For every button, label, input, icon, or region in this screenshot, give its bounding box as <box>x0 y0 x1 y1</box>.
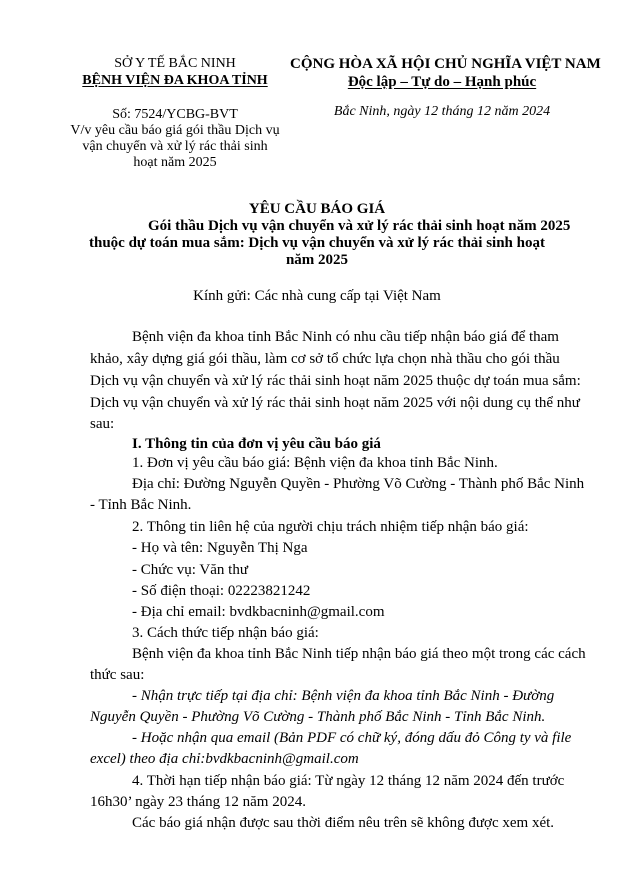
intro-line-1: Bệnh viện đa khoa tỉnh Bắc Ninh có nhu cầu tiếp nhận báo giá để tham <box>132 329 559 345</box>
method-email-line-1: - Hoặc nhận qua email (Bản PDF có chữ ký, đóng dấu đỏ Công ty và file <box>132 730 572 746</box>
department-name: SỞ Y TẾ BẮC NINH <box>114 56 236 71</box>
intro-line-3: Dịch vụ vận chuyển và xử lý rác thải sinh hoạt năm 2025 thuộc dự toán mua sắm: <box>90 373 581 389</box>
national-motto: Độc lập – Tự do – Hạnh phúc <box>347 74 537 90</box>
method-intro-line-2: thức sau: <box>90 667 145 683</box>
address-line-2: - Tỉnh Bắc Ninh. <box>90 497 192 513</box>
document-number: Số: 7524/YCBG-BVT <box>112 107 238 122</box>
title-line-1: Gói thầu Dịch vụ vận chuyển và xử lý rác thải sinh hoạt năm 2025 <box>148 218 571 234</box>
contact-phone: - Số điện thoại: 02223821242 <box>132 583 311 599</box>
intro-line-5: sau: <box>90 416 115 432</box>
greeting: Kính gửi: Các nhà cung cấp tại Việt Nam <box>193 288 441 304</box>
late-submission-note: Các báo giá nhận được sau thời điểm nêu trên sẽ không được xem xét. <box>132 815 555 831</box>
title-line-2: thuộc dự toán mua sắm: Dịch vụ vận chuyển và xử lý rác thải sinh hoạt <box>89 235 545 251</box>
subject-line-1: V/v yêu cầu báo giá gói thầu Dịch vụ <box>70 123 280 138</box>
hospital-name: BỆNH VIỆN ĐA KHOA TỈNH <box>82 73 268 88</box>
method-heading: 3. Cách thức tiếp nhận báo giá: <box>132 625 319 641</box>
contact-heading: 2. Thông tin liên hệ của người chịu trách nhiệm tiếp nhận báo giá: <box>132 519 529 535</box>
requesting-unit: 1. Đơn vị yêu cầu báo giá: Bệnh viện đa khoa tỉnh Bắc Ninh. <box>132 455 498 471</box>
intro-line-2: khảo, xây dựng giá gói thầu, làm cơ sở tổ chức lựa chọn nhà thầu cho gói thầu <box>90 351 560 367</box>
method-direct-line-1: - Nhận trực tiếp tại địa chỉ: Bệnh viện đa khoa tỉnh Bắc Ninh - Đường <box>132 688 555 704</box>
address-line-1: Địa chỉ: Đường Nguyễn Quyền - Phường Võ Cường - Thành phố Bắc Ninh <box>132 476 585 492</box>
method-email-line-2: excel) theo địa chỉ:bvdkbacninh@gmail.com <box>90 751 359 767</box>
deadline-line-2: 16h30’ ngày 23 tháng 12 năm 2024. <box>90 794 306 810</box>
method-direct-line-2: Nguyễn Quyền - Phường Võ Cường - Thành phố Bắc Ninh - Tỉnh Bắc Ninh. <box>90 709 546 725</box>
title-line-3: năm 2025 <box>285 252 349 268</box>
method-intro-line-1: Bệnh viện đa khoa tỉnh Bắc Ninh tiếp nhận báo giá theo một trong các cách <box>132 646 586 662</box>
deadline-line-1: 4. Thời hạn tiếp nhận báo giá: Từ ngày 12 tháng 12 năm 2024 đến trước <box>132 773 565 789</box>
contact-position: - Chức vụ: Văn thư <box>132 562 248 578</box>
contact-email: - Địa chỉ email: bvdkbacninh@gmail.com <box>132 604 385 620</box>
subject-line-3: hoạt năm 2025 <box>133 155 217 170</box>
subject-line-2: vận chuyển và xử lý rác thải sinh <box>82 139 268 154</box>
contact-name: - Họ và tên: Nguyễn Thị Nga <box>132 540 308 556</box>
intro-line-4: Dịch vụ vận chuyển và xử lý rác thải sinh hoạt năm 2025 với nội dung cụ thể như <box>90 395 580 411</box>
national-title: CỘNG HÒA XÃ HỘI CHỦ NGHĨA VIỆT NAM <box>290 56 601 72</box>
place-and-date: Bắc Ninh, ngày 12 tháng 12 năm 2024 <box>333 104 551 119</box>
section-1-heading: I. Thông tin của đơn vị yêu cầu báo giá <box>132 436 381 452</box>
document-title: YÊU CẦU BÁO GIÁ <box>248 201 386 217</box>
